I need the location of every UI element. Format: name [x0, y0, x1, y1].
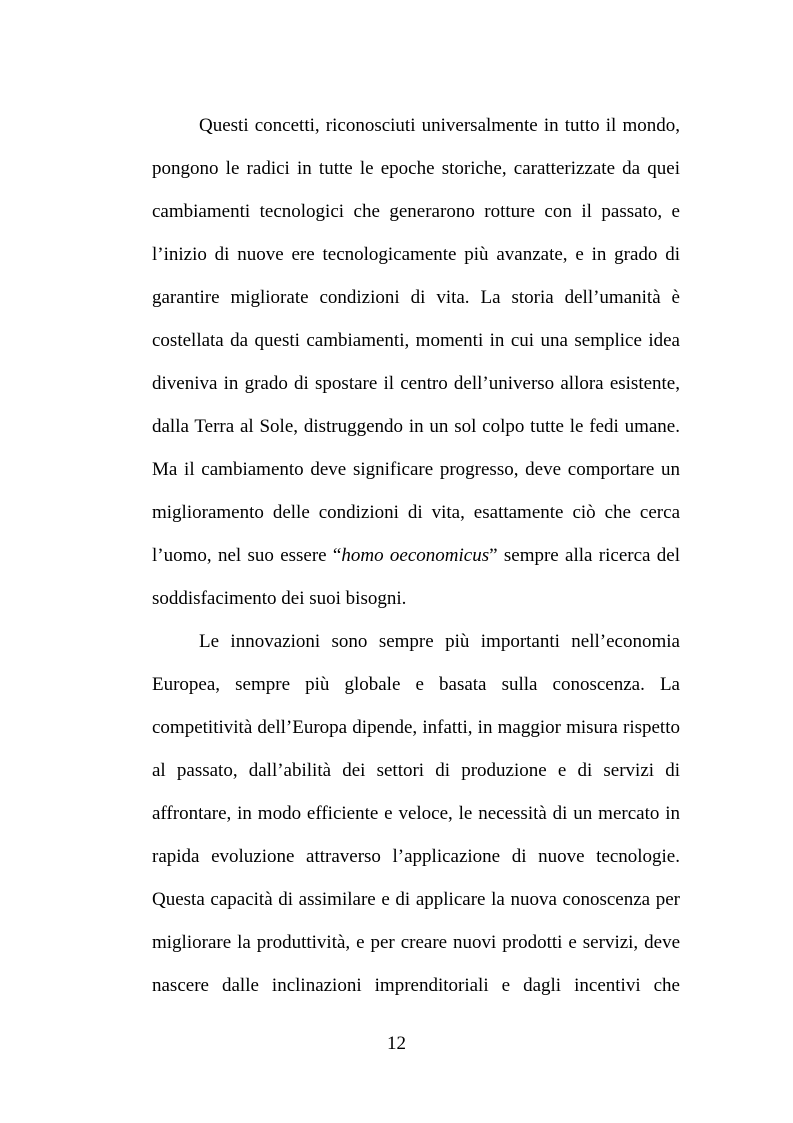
text-line: competitività dell’Europa dipende, infatti, in maggior misura rispetto — [152, 717, 680, 738]
paragraph-1 — [152, 109, 680, 625]
body-text — [152, 109, 680, 1012]
text-line: affrontare, in modo efficiente e veloce, le necessità di un mercato in — [152, 803, 680, 824]
text-line-with-emphasis — [152, 539, 680, 582]
text-segment: ” sempre alla ricerca del — [489, 545, 680, 566]
text-line: soddisfacimento dei suoi bisogni. — [152, 588, 407, 609]
text-line: rapida evoluzione attraverso l’applicazione di nuove tecnologie. — [152, 846, 680, 867]
emphasized-term: homo oeconomicus — [341, 545, 490, 566]
text-line: costellata da questi cambiamenti, momenti in cui una semplice idea — [152, 330, 680, 351]
text-line: Questa capacità di assimilare e di applicare la nuova conoscenza per — [152, 889, 680, 910]
text-line: nascere dalle inclinazioni imprenditoriali e dagli incentivi che — [152, 975, 680, 996]
text-line: cambiamenti tecnologici che generarono rotture con il passato, e — [152, 201, 680, 222]
text-line: Europea, sempre più globale e basata sulla conoscenza. La — [152, 674, 680, 695]
text-line: Le innovazioni sono sempre più importanti nell’economia — [199, 631, 680, 652]
page-number: 12 — [387, 1033, 406, 1054]
text-line: l’inizio di nuove ere tecnologicamente più avanzate, e in grado di — [152, 244, 680, 265]
text-line: migliorare la produttività, e per creare nuovi prodotti e servizi, deve — [152, 932, 680, 953]
text-line: dalla Terra al Sole, distruggendo in un sol colpo tutte le fedi umane. — [152, 416, 680, 437]
text-segment: l’uomo, nel suo essere “ — [152, 545, 342, 566]
text-line: garantire migliorate condizioni di vita. La storia dell’umanità è — [152, 287, 680, 308]
text-line: Ma il cambiamento deve significare progresso, deve comportare un — [152, 459, 680, 480]
text-line: Questi concetti, riconosciuti universalmente in tutto il mondo, — [199, 115, 680, 136]
text-line: miglioramento delle condizioni di vita, esattamente ciò che cerca — [152, 502, 680, 523]
text-line: pongono le radici in tutte le epoche storiche, caratterizzate da quei — [152, 158, 680, 179]
text-line: al passato, dall’abilità dei settori di produzione e di servizi di — [152, 760, 680, 781]
paragraph-2 — [152, 625, 680, 1012]
text-line: diveniva in grado di spostare il centro dell’universo allora esistente, — [152, 373, 680, 394]
